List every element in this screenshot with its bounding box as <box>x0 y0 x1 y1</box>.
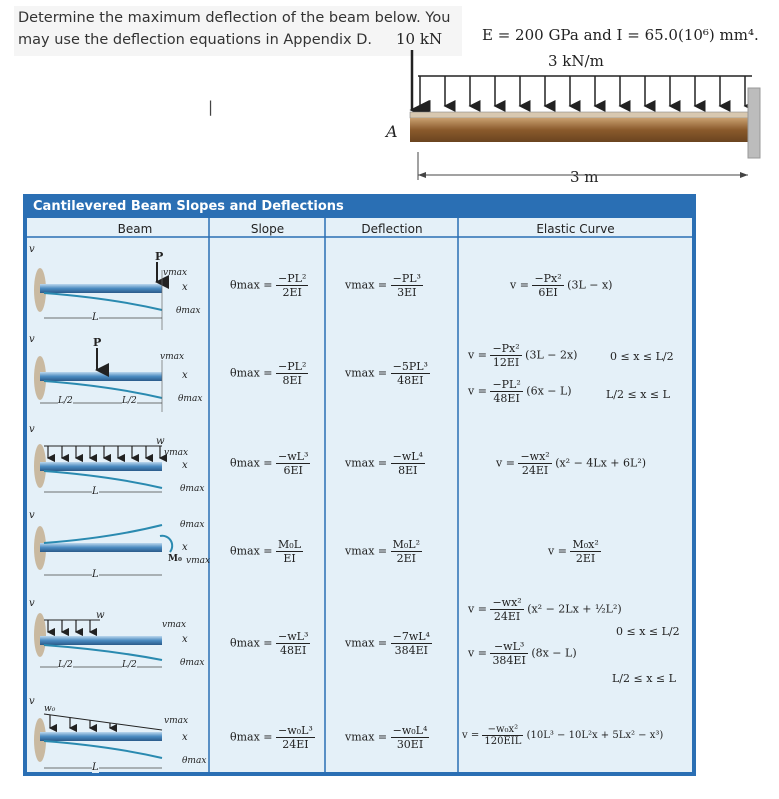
table-title: Cantilevered Beam Slopes and Deflections <box>33 199 344 214</box>
x-label-5: x <box>182 634 188 645</box>
axis-v-6: v <box>29 696 35 707</box>
axis-v-3: v <box>29 424 35 435</box>
x-label-2: x <box>182 370 188 381</box>
range-5b: L/2 ≤ x ≤ L <box>612 672 676 685</box>
theta-label-4: θmax <box>180 520 205 530</box>
vmax-label-2: vmax <box>160 352 185 362</box>
slope-formula-2: θmax = $\frac{\text{−PL²}}{8EI}$ <box>230 360 307 387</box>
load-p-1: P <box>155 250 164 263</box>
x-label-6: x <box>182 732 188 743</box>
x-label-4: x <box>182 542 188 553</box>
beam-diagram-3 <box>34 444 162 492</box>
elastic-curve-5a: v = $\frac{\text{−wx²}}{24EI}$ (x² − 2Lx + ½L²) <box>468 596 622 623</box>
axis-v-1: v <box>29 244 35 255</box>
elastic-curve-1: v = $\frac{\text{−Px²}}{6EI}$ (3L − x) <box>510 272 613 299</box>
deflection-formula-6: vmax = $\frac{\text{−w₀L⁴}}{30EI}$ <box>345 724 428 751</box>
moment-label-4: M₀ <box>168 554 182 564</box>
vmax-label-1: vmax <box>163 268 188 278</box>
length-label-3: L <box>92 486 99 497</box>
vmax-label-6: vmax <box>164 716 189 726</box>
beam-diagram-6 <box>34 714 162 768</box>
slope-formula-3: θmax = $\frac{\text{−wL³}}{6EI}$ <box>230 450 309 477</box>
beam-diagram-4 <box>34 525 172 575</box>
slope-formula-6: θmax = $\frac{\text{−w₀L³}}{24EI}$ <box>230 724 313 751</box>
load-p-2: P <box>93 336 102 349</box>
vmax-label-3: vmax <box>164 448 189 458</box>
theta-label-3: θmax <box>180 484 205 494</box>
deflection-formula-5: vmax = $\frac{\text{−7wL⁴}}{384EI}$ <box>345 630 430 657</box>
header-beam: Beam <box>117 222 153 236</box>
elastic-curve-3: v = $\frac{\text{−wx²}}{24EI}$ (x² − 4Lx + 6L²) <box>496 450 647 477</box>
vmax-label-5: vmax <box>162 620 187 630</box>
slope-formula-5: θmax = $\frac{\text{−wL³}}{48EI}$ <box>230 630 309 657</box>
elastic-curve-6: v = $\frac{\text{−w₀x²}}{\text{120EIL}}$ (10L³ − 10L²x + 5Lx² − x³) <box>462 724 664 747</box>
half-length-label-2b: L/2 <box>122 396 137 406</box>
vmax-label-4: vmax <box>186 556 211 566</box>
x-label-3: x <box>182 460 188 471</box>
axis-v-5: v <box>29 598 35 609</box>
half-length-label-5b: L/2 <box>122 660 137 670</box>
load-w-5: w <box>96 610 105 621</box>
beam-diagram-5 <box>34 613 162 667</box>
length-label-1: L <box>92 312 99 323</box>
theta-label-6: θmax <box>182 756 207 766</box>
range-2a: 0 ≤ x ≤ L/2 <box>610 350 674 363</box>
theta-label-1: θmax <box>176 306 201 316</box>
theta-label-2: θmax <box>178 394 203 404</box>
half-length-label-5a: L/2 <box>58 660 73 670</box>
deflection-formula-3: vmax = $\frac{\text{−wL⁴}}{8EI}$ <box>345 450 423 477</box>
range-2b: L/2 ≤ x ≤ L <box>606 388 670 401</box>
text-cursor: | <box>208 98 214 116</box>
prompt-line-2: may use the deflection equations in Appendix D. <box>18 32 373 48</box>
deflection-formula-1: vmax = $\frac{\text{−PL³}}{3EI}$ <box>345 272 421 299</box>
point-load-label: 10 kN <box>396 30 443 48</box>
axis-v-2: v <box>29 334 35 345</box>
distributed-load-label: 3 kN/m <box>548 52 604 70</box>
length-label: 3 m <box>566 168 603 186</box>
theta-label-5: θmax <box>180 658 205 668</box>
range-5a: 0 ≤ x ≤ L/2 <box>616 625 680 638</box>
beam-diagram-2 <box>34 348 162 412</box>
elastic-curve-4: v = $\frac{\text{M₀x²}}{2EI}$ <box>548 538 599 565</box>
slope-formula-1: θmax = $\frac{\text{−PL²}}{2EI}$ <box>230 272 307 299</box>
header-elastic-curve: Elastic Curve <box>536 222 615 236</box>
elastic-curve-5b: v = $\frac{\text{−wL³}}{384EI}$ (8x − L) <box>468 640 577 667</box>
slope-formula-4: θmax = $\frac{\text{M₀L}}{EI}$ <box>230 538 302 565</box>
elastic-curve-2a: v = $\frac{\text{−Px²}}{12EI}$ (3L − 2x) <box>468 342 578 369</box>
header-slope: Slope <box>250 222 285 236</box>
material-properties: E = 200 GPa and I = 65.0(10⁶) mm⁴. <box>482 26 759 44</box>
elastic-curve-2b: v = $\frac{\text{−PL²}}{48EI}$ (6x − L) <box>468 378 572 405</box>
length-label-6: L <box>92 762 99 773</box>
support-label: A <box>386 122 398 141</box>
half-length-label-2a: L/2 <box>58 396 73 406</box>
x-label-1: x <box>182 282 188 293</box>
header-deflection: Deflection <box>361 222 423 236</box>
length-label-4: L <box>92 569 99 580</box>
deflection-formula-4: vmax = $\frac{\text{M₀L²}}{2EI}$ <box>345 538 421 565</box>
deflection-formula-2: vmax = $\frac{\text{−5PL³}}{48EI}$ <box>345 360 428 387</box>
prompt-line-1: Determine the maximum deflection of the beam below. You <box>18 10 451 26</box>
axis-v-4: v <box>29 510 35 521</box>
load-w0-6: w₀ <box>44 704 56 714</box>
load-w-3: w <box>156 436 165 447</box>
